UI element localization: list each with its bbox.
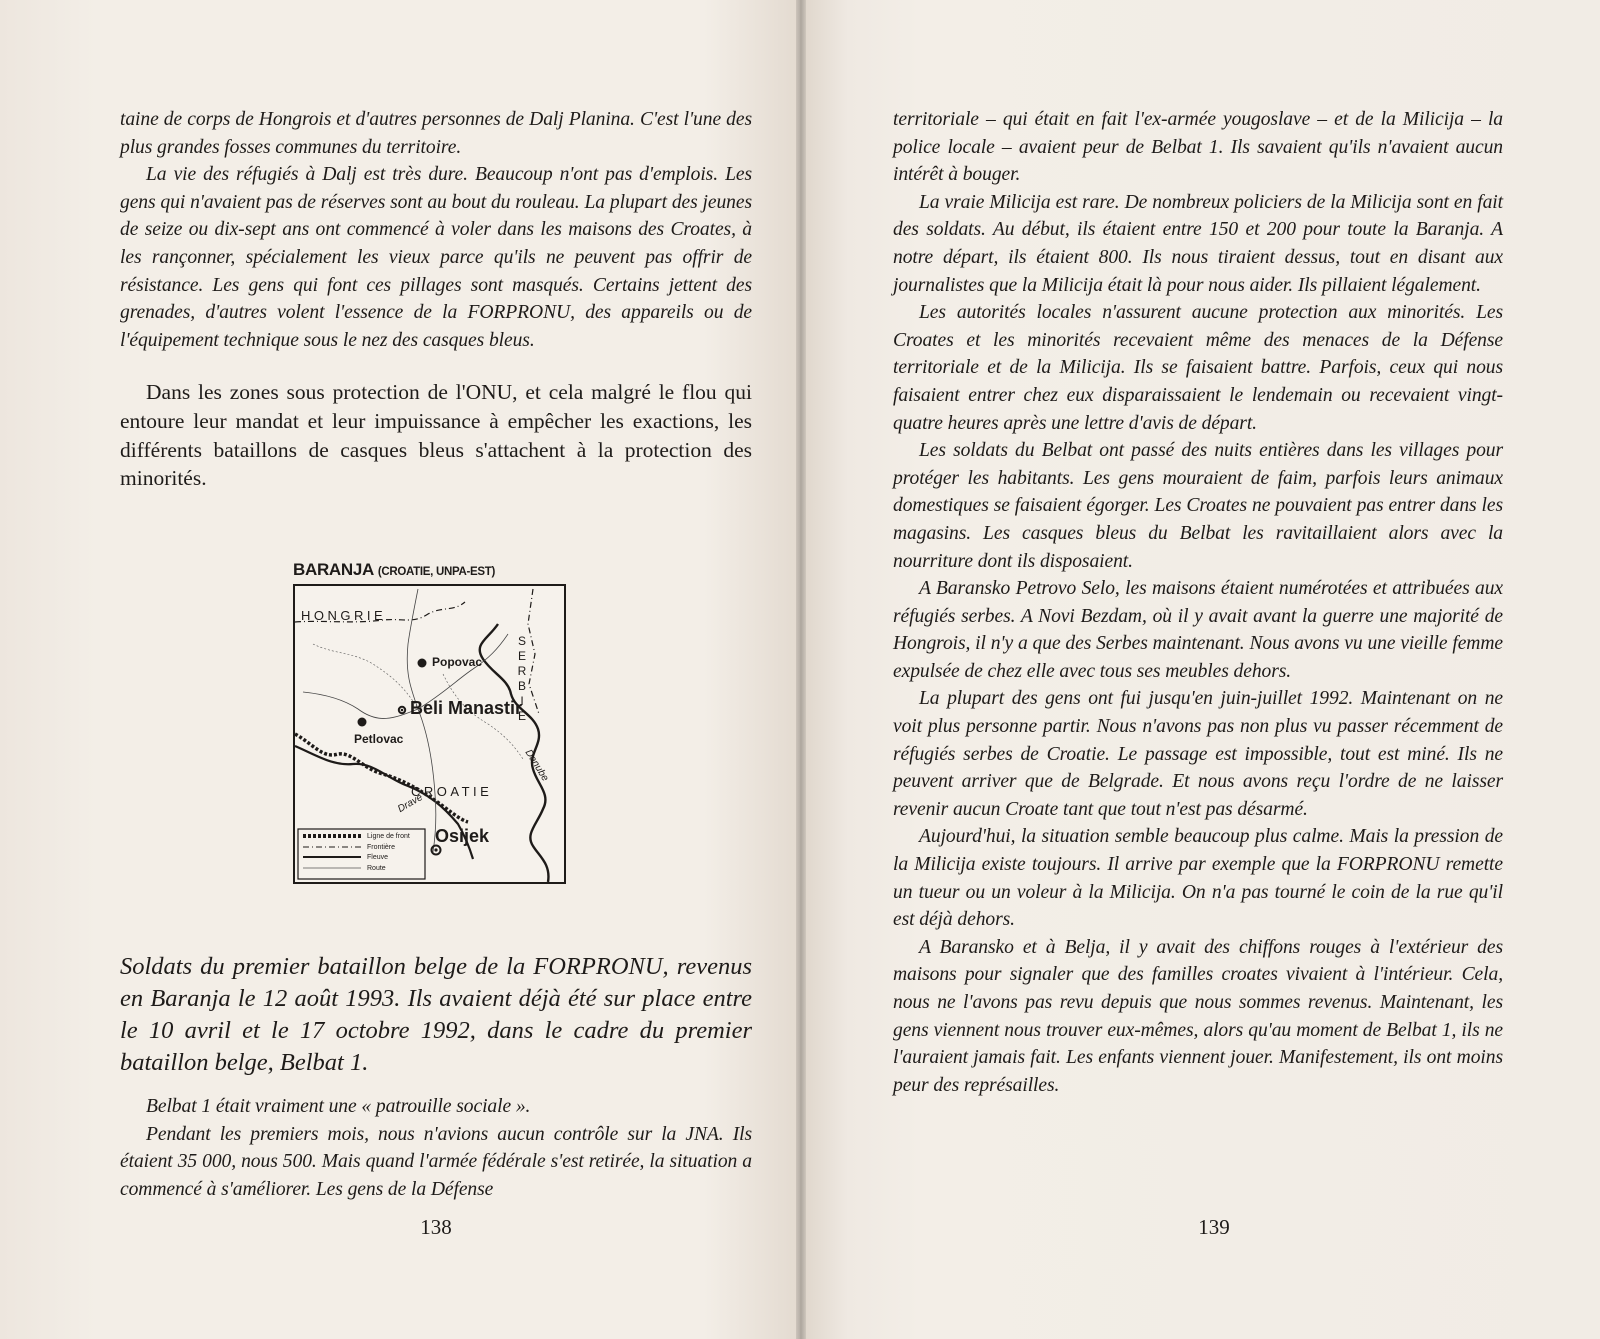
label-hongrie: HONGRIE <box>301 608 387 623</box>
paragraph: Les autorités locales n'assurent aucune protection aux minorités. Les Croates et les minorités recevaient même des menaces de la Défense territoriale et de la Milicija. Ils se faisaient battre. Parfois, ceux qui nous faisaient entrer chez eux disparaissaient le lendemain ou recevaient vingt-quatre heures après une lettre d'avis de départ. <box>893 302 1503 434</box>
map-title: BARANJA (CROATIE, UNPA-EST) <box>293 560 496 579</box>
label-petlovac: Petlovac <box>354 732 404 746</box>
label-osijek: Osijek <box>435 826 490 846</box>
label-serbie: SERBIE <box>515 634 529 724</box>
paragraph: A Baransko et à Belja, il y avait des chiffons rouges à l'extérieur des maisons pour signaler que des familles croates vivaient à l'intérieur. Cela, nous ne l'avons pas revu depuis que nous sommes revenus. Maintenant, les gens viennent nous trouver eux-mêmes, alors qu'au moment de Belbat 1, ils ne l'auraient jamais fait. Les enfants viennent jouer. Manifestement, ils ont moins peur des représailles. <box>893 936 1503 1096</box>
label-beli-manastir: Beli Manastir <box>410 698 523 718</box>
label-croatie: CROATIE <box>411 784 493 799</box>
book-gutter <box>796 0 806 1339</box>
label-drave: Drave <box>396 792 425 815</box>
body-paragraph: Dans les zones sous protection de l'ONU, et cela malgré le flou qui entoure leur mandat et leur impuissance à empêcher les exactions, les différents bataillons de casques bleus s'attachent à la protection des minorités. <box>120 380 752 491</box>
left-text-column <box>120 106 752 493</box>
paragraph: La plupart des gens ont fui jusqu'en juin-juillet 1992. Maintenant on ne voit plus personne partir. Nous n'avons pas non plus vu passer récemment de réfugiés serbes de Croatie. Le passage est impossible, tout est miné. Ils ne peuvent arriver que de Belgrade. Et nous avons reçu l'ordre de ne laisser revenir aucun Croate tant que tout n'est pas désarmé. <box>893 688 1503 820</box>
paragraph: Belbat 1 était vraiment une « patrouille sociale ». <box>146 1096 531 1117</box>
legend-river: Fleuve <box>367 854 389 861</box>
paragraph: La vraie Milicija est rare. De nombreux policiers de la Milicija sont en fait des soldats. Au début, ils étaient entre 150 et 200 pour toute la Baranja. A notre départ, ils étaient 800. Ils nous tiraient dessus, tout en disant aux journalistes que la Milicija était là pour nous aider. Ils pillaient légalement. <box>893 191 1503 296</box>
paragraph: Aujourd'hui, la situation semble beaucoup plus calme. Mais la pression de la Milicija existe toujours. Il arrive par exemple que la FORPRONU remette un tueur ou un voleur à la Milicija. On n'a pas tourné le coin de la rue qu'il est déjà dehors. <box>893 826 1503 931</box>
map-drawing <box>293 584 566 884</box>
right-page <box>800 0 1600 1339</box>
paragraph: Les soldats du Belbat ont passé des nuits entières dans les villages pour protéger les habitants. Les gens mouraient de faim, parfois leurs animaux domestiques se faisaient égorger. Les Croates ne pouvaient pas entrer dans les magasins. Les casques bleus du Belbat les ravitaillaient alors avec la nourriture dont ils disposaient. <box>893 440 1503 572</box>
paragraph: A Baransko Petrovo Selo, les maisons étaient numérotées et attribuées aux réfugiés serbes. A Novi Bezdam, où il y avait avant la guerre une majorité de Hongrois, il n'y a que des Serbes maintenant. Nous avons vu une vieille femme expulsée de chez elle avec tous ses meubles dehors. <box>893 578 1503 682</box>
label-danube: Danube <box>522 747 551 784</box>
photo-caption: Soldats du premier bataillon belge de la FORPRONU, revenus en Baranja le 12 août 1993. Ils avaient déjà été sur place entre le 10 avril et le 17 octobre 1992, dans le cadre du premier bataillon belge, Belbat 1. <box>120 953 752 1076</box>
left-lower-column <box>120 951 752 1203</box>
legend-border: Frontière <box>367 844 396 851</box>
map-frame <box>293 584 566 884</box>
paragraph: territoriale – qui était en fait l'ex-armée yougoslave – et de la Milicija – la police locale – avaient peur de Belbat 1. Ils savaient qu'ils n'avaient aucun intérêt à bouger. <box>893 109 1503 186</box>
page-number: 138 <box>420 1215 452 1239</box>
baranja-map <box>293 560 568 885</box>
legend-front: Ligne de front <box>367 833 410 840</box>
paragraph: taine de corps de Hongrois et d'autres personnes de Dalj Planina. C'est l'une des plus grandes fosses communes du territoire. <box>120 109 752 158</box>
map-subtitle: (CROATIE, UNPA-EST) <box>377 566 496 578</box>
paragraph: La vie des réfugiés à Dalj est très dure. Beaucoup n'ont pas d'emplois. Les gens qui n'avaient pas de réserves sont au bout du rouleau. La plupart des jeunes de seize ou dix-sept ans ont commencé à voler dans les maisons des Croates, à les rançonner, spécialement les vieux parce qu'ils ne peuvent pas offrir de résistance. Les gens qui font ces pillages sont masqués. Certains jettent des grenades, d'autres volent l'essence de la FORPRONU, des appareils ou de l'équipement technique sous le nez des casques bleus. <box>120 164 752 351</box>
label-popovac: Popovac <box>432 655 483 669</box>
page-number: 139 <box>1198 1215 1230 1239</box>
right-text-column <box>893 106 1503 1099</box>
paragraph: Pendant les premiers mois, nous n'avions aucun contrôle sur la JNA. Ils étaient 35 000, nous 500. Mais quand l'armée fédérale s'est retirée, la situation a commencé à s'améliorer. Les gens de la Défense <box>120 1123 752 1200</box>
legend-road: Route <box>367 865 386 872</box>
